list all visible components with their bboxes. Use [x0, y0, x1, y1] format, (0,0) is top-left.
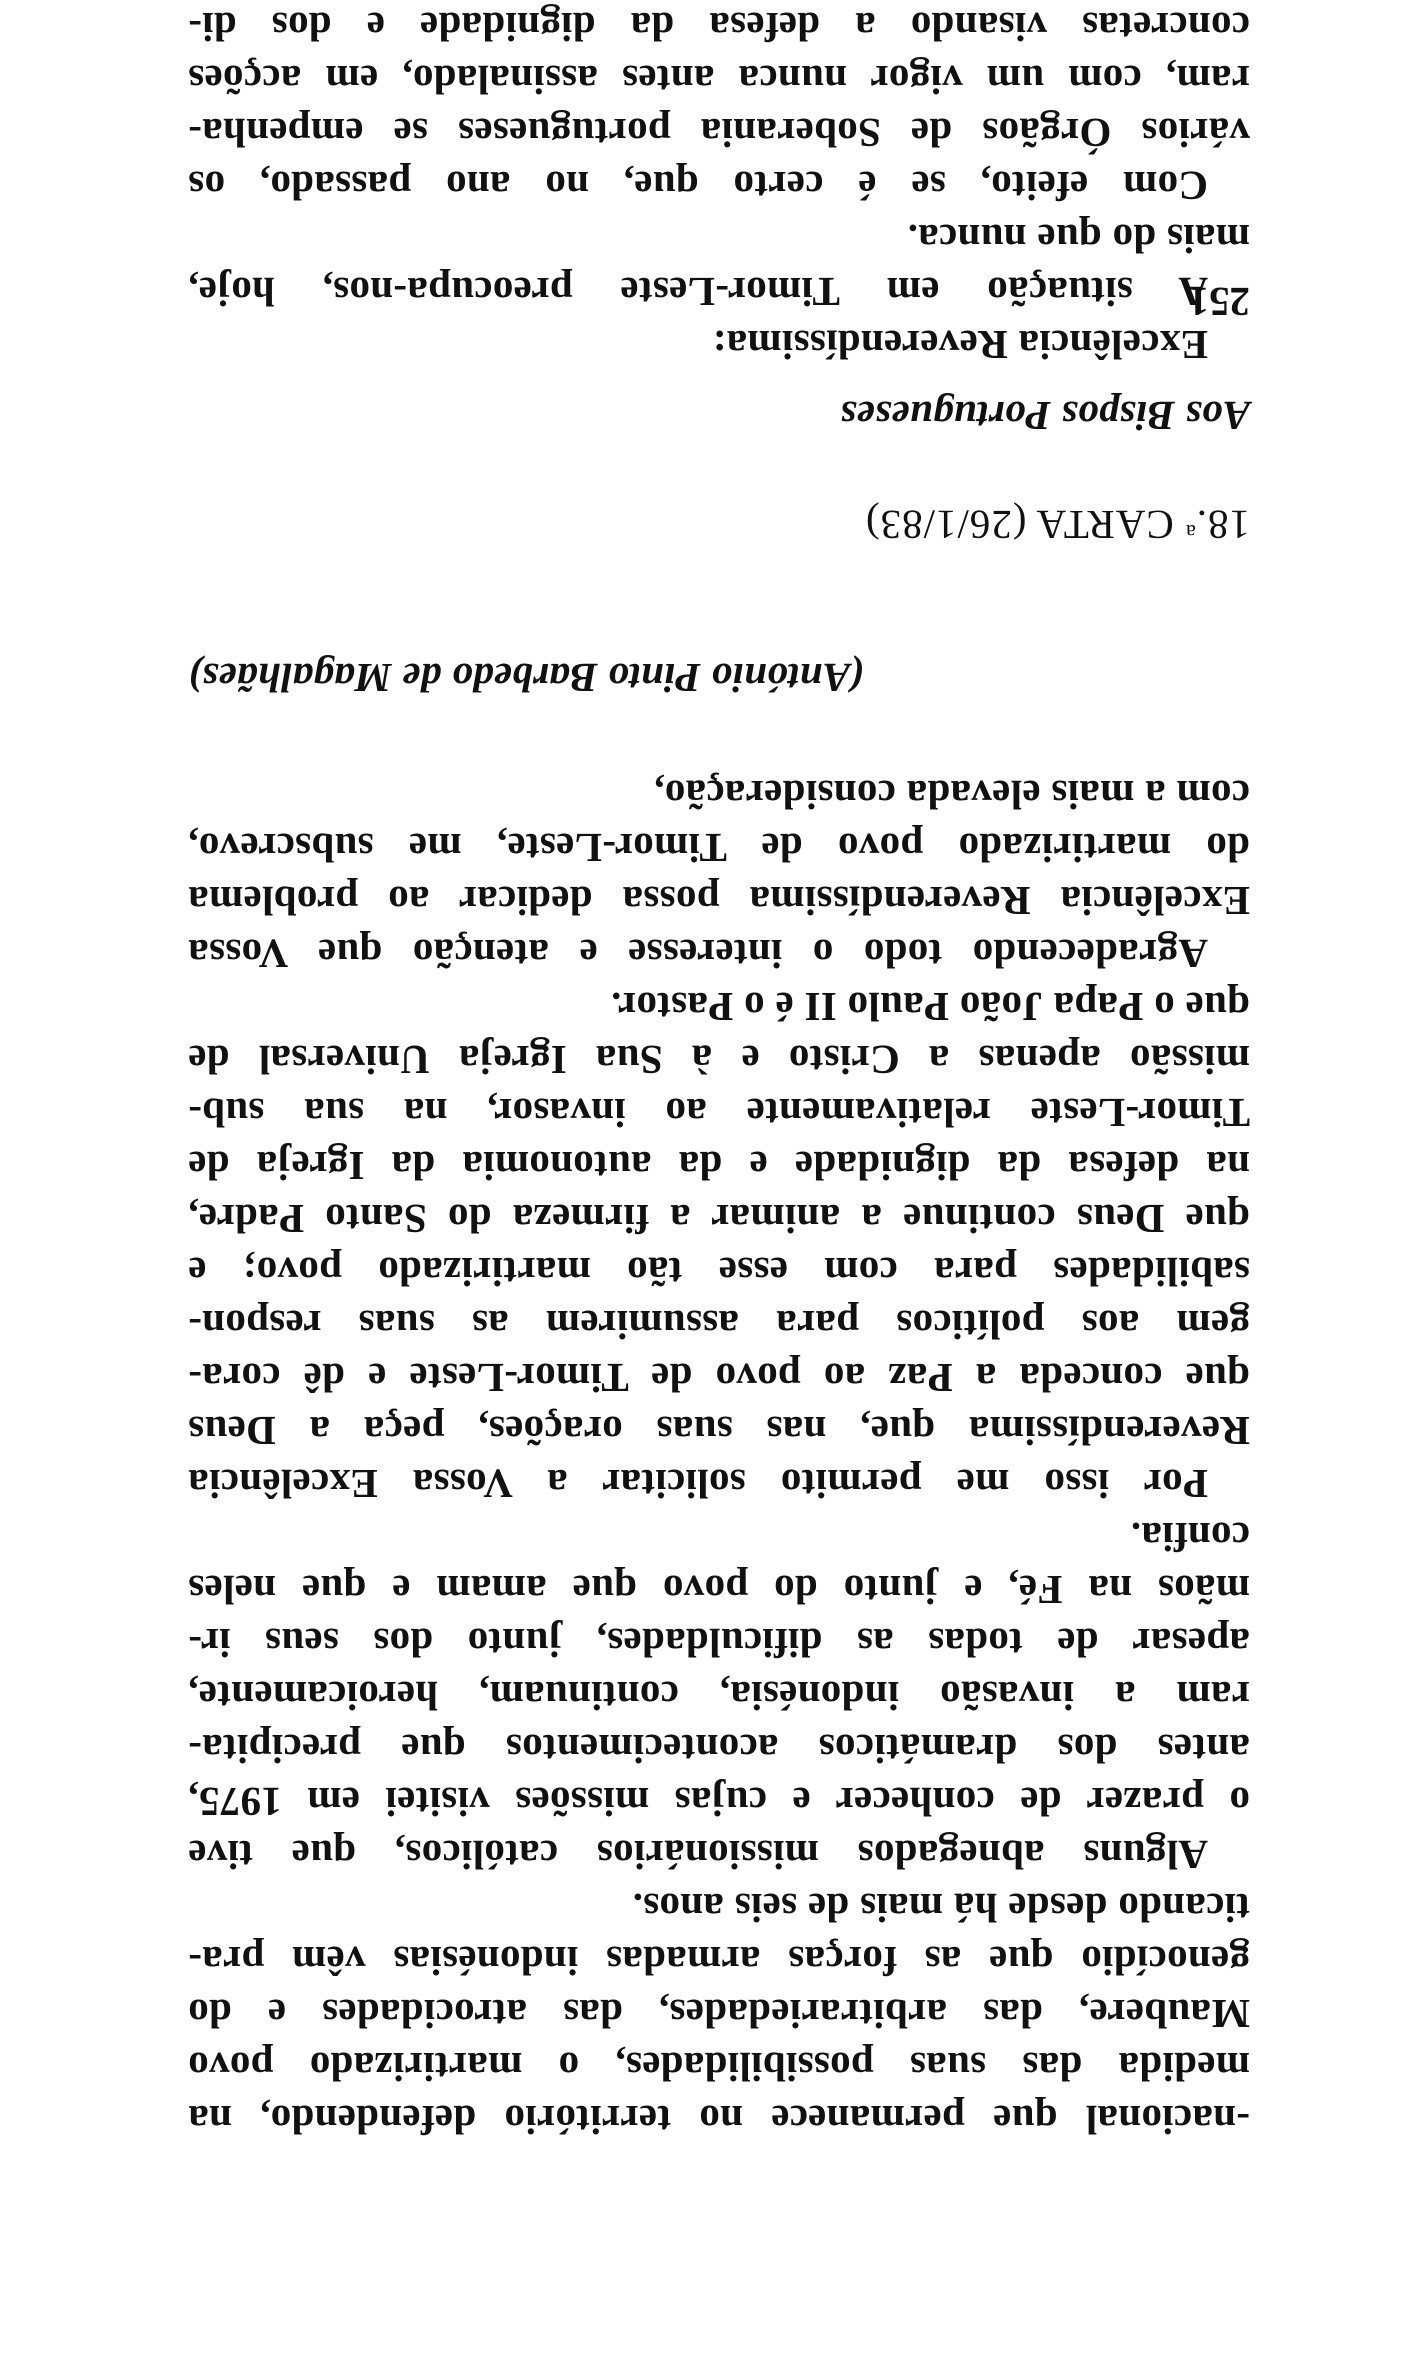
text-line: apesar de todas as dificuldades, junto dos seus ir- — [188, 1620, 1250, 1666]
text-line: Agradecendo todo o interesse e atenção que Vossa — [188, 931, 1208, 977]
text-line: que Deus continue a animar a firmeza do Santo Padre, — [188, 1196, 1250, 1242]
text-line: mãos na Fé, e junto do povo que amam e que neles — [188, 1567, 1250, 1613]
text-line: genocídio que as forças armadas indonésias vêm pra- — [188, 1938, 1250, 1984]
text-line: medida das suas possibilidades, o martirizado povo — [188, 2044, 1250, 2090]
text-line: ram a invasão indonésia, continuam, heroicamente, — [188, 1673, 1250, 1719]
text-line: concretas visando a defesa da dignidade e dos di- — [188, 4, 1250, 50]
addressee: Aos Bispos Portugueses — [840, 393, 1250, 439]
text-line: antes dos dramáticos acontecimentos que precipita- — [188, 1726, 1250, 1772]
text-line: missão apenas a Cristo e à Sua Igreja Universal de — [188, 1037, 1250, 1083]
signature: (António Pinto Barbedo de Magalhães) — [188, 655, 864, 701]
text-line: Reverendíssima que, nas suas orações, peça a Deus — [188, 1408, 1250, 1454]
spacer — [188, 371, 1250, 389]
text-line: ticando desde há mais de seis anos. — [632, 1885, 1250, 1931]
text-column — [188, 0, 1250, 2146]
text-line: Timor-Leste relativamente ao invasor, na sua sub- — [188, 1090, 1250, 1136]
text-line: mais do que nunca. — [907, 216, 1250, 262]
spacer — [188, 704, 1250, 768]
text-line: Alguns abnegados missionários católicos, que tive — [188, 1832, 1208, 1878]
text-line: gem aos políticos para assumirem as suas respon- — [188, 1302, 1250, 1348]
text-line: que conceda a Paz ao povo de Timor-Leste e dê cora- — [188, 1355, 1250, 1401]
spacer — [188, 442, 1250, 506]
letter-number: 18. — [1195, 502, 1250, 548]
text-line: ram, com um vigor nunca antes assinalado, em acções — [188, 57, 1250, 103]
text-line: Por isso me permito solicitar a Vossa Excelência — [188, 1461, 1208, 1507]
text-line: confia. — [1130, 1514, 1250, 1560]
text-line: sabilidades para com esse tão martirizado povo; e — [188, 1249, 1250, 1295]
text-line: o prazer de conhecer e cujas missões visitei em 1975, — [188, 1779, 1250, 1825]
page-number: 251 — [1188, 279, 1250, 325]
text-line: Com efeito, se é certo que, no ano passado, os — [188, 163, 1208, 209]
text-line: Excelência Reverendíssima possa dedicar ao problema — [188, 878, 1250, 924]
text-line: vários Órgãos de Soberania portugueses se empenha- — [188, 110, 1250, 156]
ordinal-suffix: a — [1184, 520, 1196, 545]
spacer — [188, 559, 1250, 651]
letter-heading — [188, 502, 1250, 559]
text-line: que o Papa João Paulo II é o Pastor. — [610, 984, 1250, 1030]
text-line: na defesa da dignidade e da autonomia da Igreja de — [188, 1143, 1250, 1189]
text-line: com a mais elevada consideração, — [653, 772, 1250, 818]
text-line: A situação em Timor-Leste preocupa-nos, hoje, — [188, 269, 1208, 315]
letter-title: CARTA (26/1/83) — [864, 502, 1174, 548]
salutation: Excelência Reverendíssima: — [712, 322, 1208, 368]
text-line: do martirizado povo de Timor-Leste, me subscrevo, — [188, 825, 1250, 871]
text-line: Maubere, das arbitrariedades, das atrocidades e do — [188, 1991, 1250, 2037]
text-line: -nacional que permanece no território defendendo, na — [188, 2097, 1250, 2143]
